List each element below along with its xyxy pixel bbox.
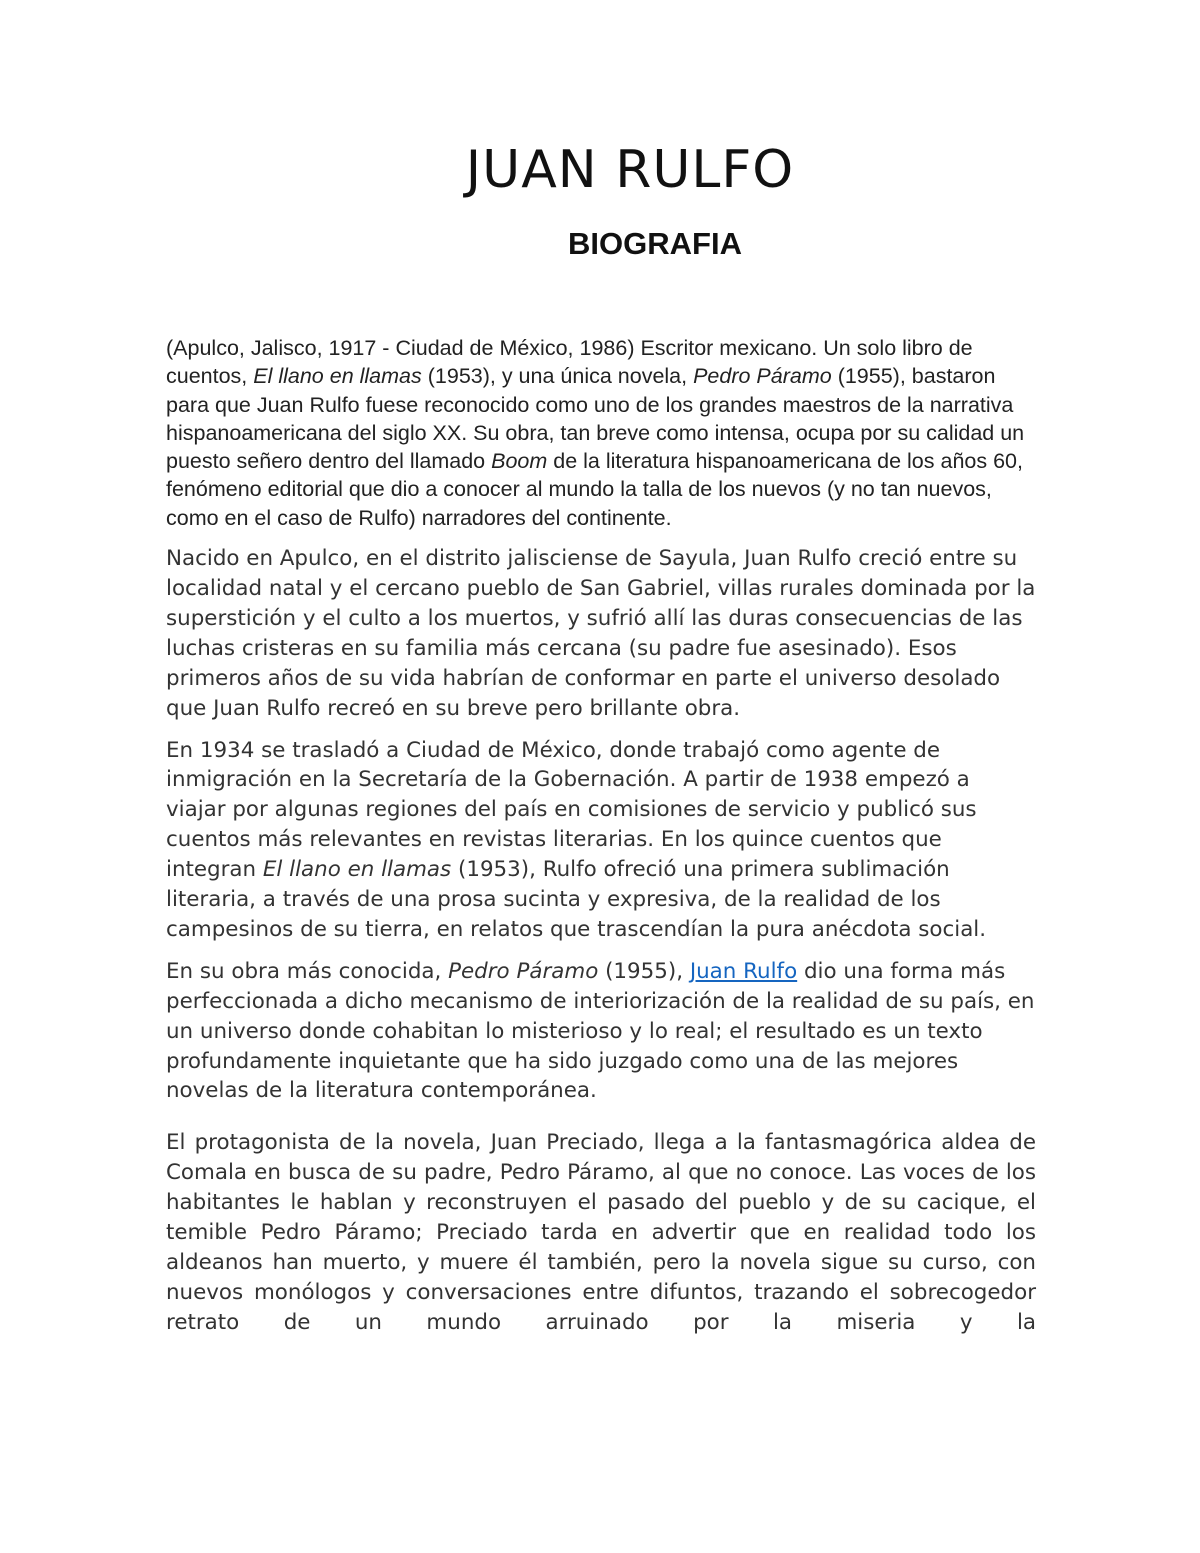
- document-title: JUAN RULFO: [465, 140, 795, 200]
- document-subtitle: BIOGRAFIA: [568, 226, 742, 261]
- book-title-pedro-paramo: Pedro Páramo: [693, 364, 832, 389]
- paragraph-text: (1955),: [598, 958, 690, 984]
- paragraph-text: de la literatura hispanoamericana de los años 60, fenómeno editorial que dio a conocer al mundo la talla de los nuevos (y no tan nuevos, como en el caso de Rulfo) narradores del continente.: [166, 449, 1023, 530]
- paragraph-text: dio una forma más perfeccionada a dicho mecanismo de interiorización de la realidad de su país, en un universo donde cohabitan lo misterioso y lo real; el resultado es un texto profundamente inquietante que ha sido juzgado como una de las mejores novelas de la literatura contemporánea.: [166, 958, 1035, 1104]
- paragraph-text: En 1934 se trasladó a Ciudad de México, donde trabajó como agente de inmigración en la Secretaría de la Gobernación. A partir de 1938 empezó a viajar por algunas regiones del país en comisiones de servicio y publicó sus cuentos más relevantes en revistas literarias. En los quince cuentos que integran: [166, 737, 977, 883]
- term-boom: Boom: [491, 449, 548, 474]
- paragraph-text: (1953), Rulfo ofreció una primera sublimación literaria, a través de una prosa sucinta y expresiva, de la realidad de los campesinos de su tierra, en relatos que trascendían la pura anécdota social.: [166, 857, 987, 942]
- juan-rulfo-link[interactable]: Juan Rulfo: [689, 958, 798, 984]
- paragraph-text: (Apulco, Jalisco, 1917 - Ciudad de México, 1986) Escritor mexicano. Un solo libro de cuentos,: [166, 336, 973, 389]
- paragraph-text: (1955), bastaron para que Juan Rulfo fuese reconocido como uno de los grandes maestros de la narrativa hispanoamericana del siglo XX. Su obra, tan breve como intensa, ocupa por su calidad un puesto señero dentro del llamado: [166, 364, 1025, 474]
- book-title-llano: El llano en llamas: [253, 364, 422, 389]
- paragraph-text: En su obra más conocida,: [166, 958, 449, 984]
- paragraph-career: [166, 736, 1036, 945]
- paragraph-intro: [166, 334, 1036, 532]
- book-title-pedro-paramo: Pedro Páramo: [448, 958, 599, 984]
- paragraph-plot: [166, 1128, 1036, 1367]
- document-body: [166, 334, 1036, 1380]
- paragraph-text: El protagonista de la novela, Juan Preciado, llega a la fantasmagórica aldea de Comala en busca de su padre, Pedro Páramo, al que no conoce. Las voces de los habitantes le hablan y reconstruyen el pasado del pueblo y de su cacique, el temible Pedro Páramo; Preciado tarda en advertir que en realidad todo los aldeanos han muerto, y muere él también, pero la novela sigue su curso, con nuevos monólogos y conversaciones entre difuntos, trazando el sobrecogedor retrato de un mundo arruinado por la miseria y la: [166, 1130, 1036, 1335]
- book-title-llano: El llano en llamas: [262, 857, 452, 883]
- paragraph-childhood: Nacido en Apulco, en el distrito jalisciense de Sayula, Juan Rulfo creció entre su localidad natal y el cercano pueblo de San Gabriel, villas rurales dominada por la superstición y el culto a los muertos, y sufrió allí las duras consecuencias de las luchas cristeras en su familia más cercana (su padre fue asesinado). Esos primeros años de su vida habrían de conformar en parte el universo desolado que Juan Rulfo recreó en su breve pero brillante obra.: [166, 546, 1036, 721]
- paragraph-text: (1953), y una única novela,: [421, 364, 694, 389]
- paragraph-pedro-paramo: [166, 957, 1036, 1107]
